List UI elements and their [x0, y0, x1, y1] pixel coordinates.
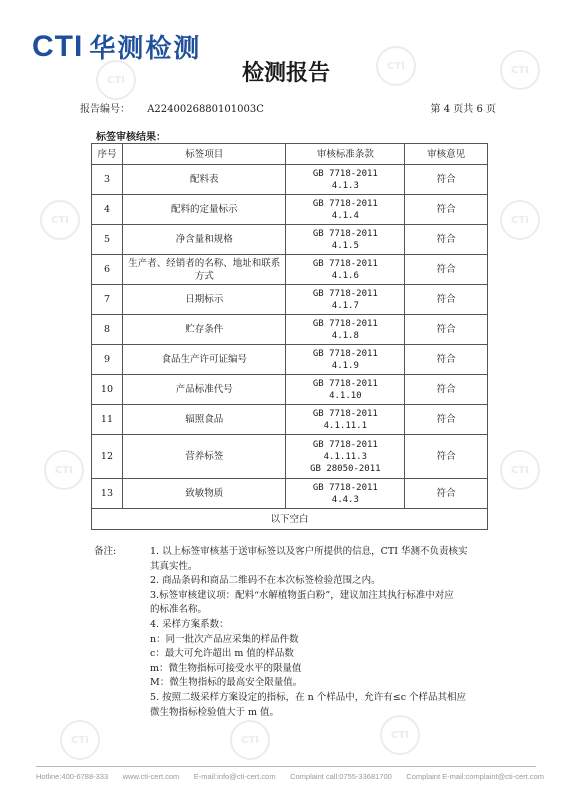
standard-line: 4.1.11.3 [323, 451, 367, 462]
table-row [92, 315, 488, 345]
cell-item: 产品标准代号 [122, 375, 286, 405]
blank-below-note: 以下空白 [92, 509, 488, 530]
standard-line: 4.1.9 [331, 360, 359, 371]
report-number-label: 报告编号： [80, 104, 130, 115]
standard-line: GB 7718-2011 [312, 258, 378, 269]
watermark-logo: CTI [500, 50, 540, 90]
cell-no: 7 [92, 285, 123, 315]
cell-opinion: 符合 [405, 225, 488, 255]
standard-line: 4.1.4 [331, 210, 359, 221]
footer-complaint-call: Complaint call:0755-33681700 [290, 772, 392, 781]
cell-item: 食品生产许可证编号 [122, 345, 286, 375]
footer-website[interactable]: www.cti-cert.com [122, 772, 180, 781]
standard-line: 4.1.5 [331, 240, 359, 251]
cell-no: 13 [92, 479, 123, 509]
table-row [92, 479, 488, 509]
table-row [92, 225, 488, 255]
standard-line: 4.1.6 [331, 270, 359, 281]
cell-item: 日期标示 [122, 285, 286, 315]
table-row [92, 345, 488, 375]
cell-opinion: 符合 [405, 479, 488, 509]
header-opinion: 审核意见 [405, 144, 488, 165]
header-item: 标签项目 [122, 144, 286, 165]
watermark-logo: CTI [44, 450, 84, 490]
cell-item: 营养标签 [122, 435, 286, 479]
standard-line: GB 7718-2011 [312, 228, 378, 239]
cell-opinion: 符合 [405, 345, 488, 375]
cell-opinion: 符合 [405, 255, 488, 285]
table-row [92, 255, 488, 285]
header-standard: 审核标准条款 [286, 144, 405, 165]
watermark-logo: CTI [500, 200, 540, 240]
remark-line: 2. 商品条码和商品二维码不在本次标签检验范围之内。 [150, 575, 381, 587]
cell-opinion: 符合 [405, 375, 488, 405]
cell-no: 4 [92, 195, 123, 225]
standard-line: GB 7718-2011 [312, 348, 378, 359]
standard-line: 4.1.11.1 [323, 420, 367, 431]
table-header-row [92, 144, 488, 165]
standard-line: GB 7718-2011 [312, 408, 378, 419]
cell-opinion: 符合 [405, 165, 488, 195]
standard-line: GB 7718-2011 [312, 439, 378, 450]
cell-standard [286, 195, 405, 225]
label-review-table [91, 143, 488, 530]
watermark-logo: CTI [380, 715, 420, 755]
table-row [92, 195, 488, 225]
cell-opinion: 符合 [405, 315, 488, 345]
standard-line: GB 7718-2011 [312, 378, 378, 389]
cell-no: 12 [92, 435, 123, 479]
report-number [80, 100, 264, 115]
cell-item: 贮存条件 [122, 315, 286, 345]
cell-opinion: 符合 [405, 285, 488, 315]
cell-item: 致敏物质 [122, 479, 286, 509]
standard-line: 4.1.8 [331, 330, 359, 341]
cell-standard [286, 315, 405, 345]
cell-no: 6 [92, 255, 123, 285]
cell-standard [286, 285, 405, 315]
table-footer-row [92, 509, 488, 530]
cell-standard [286, 479, 405, 509]
remark-line: 4. 采样方案系数： [150, 618, 229, 630]
table-row [92, 165, 488, 195]
footer-hotline: Hotline:400-6788-333 [36, 772, 109, 781]
cell-standard [286, 375, 405, 405]
standard-line: GB 7718-2011 [312, 168, 378, 179]
page-title: 检测报告 [241, 61, 330, 86]
cell-standard [286, 255, 405, 285]
cell-standard [286, 165, 405, 195]
table-row [92, 435, 488, 479]
standard-line: GB 7718-2011 [312, 482, 378, 493]
remark-line: m：微生物指标可接受水平的限量值 [150, 662, 302, 674]
footer-email[interactable]: E-mail:info@cti-cert.com [193, 772, 276, 781]
watermark-logo: CTI [60, 720, 100, 760]
standard-line: 4.1.10 [329, 390, 362, 401]
cell-no: 10 [92, 375, 123, 405]
footer-divider [36, 766, 536, 767]
watermark-logo: CTI [40, 200, 80, 240]
table-row [92, 375, 488, 405]
table-row [92, 405, 488, 435]
cell-no: 9 [92, 345, 123, 375]
watermark-logo: CTI [500, 450, 540, 490]
remark-line: 微生物指标检验值大于 m 值。 [150, 706, 280, 718]
page-indicator: 第 4 页共 6 页 [430, 104, 496, 115]
remark-line: n：同一批次产品应采集的样品件数 [150, 633, 299, 645]
watermark-logo: CTI [96, 60, 136, 100]
remark-line: 1. 以上标签审核基于送审标签以及客户所提供的信息，CTI 华测不负责核实 [150, 546, 468, 557]
cell-opinion: 符合 [405, 405, 488, 435]
cell-standard [286, 345, 405, 375]
standard-line: 4.1.7 [331, 300, 359, 311]
remarks-body [150, 545, 494, 720]
logo-cti-text: CTI [32, 29, 84, 63]
standard-line: GB 28050-2011 [310, 463, 381, 474]
remarks-section [94, 545, 494, 720]
cell-item: 辐照食品 [122, 405, 286, 435]
cell-standard [286, 225, 405, 255]
cell-no: 3 [92, 165, 123, 195]
cell-no: 8 [92, 315, 123, 345]
watermark-logo: CTI [230, 720, 270, 760]
standard-line: 4.1.3 [331, 180, 359, 191]
remark-line: M：微生物指标的最高安全限量值。 [150, 677, 303, 689]
remark-line: c：最大可允许超出 m 值的样品数 [150, 648, 294, 660]
remark-line: 5. 按照二级采样方案设定的指标，在 n 个样品中，允许有≤c 个样品其相应 [150, 691, 467, 703]
watermark-logo: CTI [376, 46, 416, 86]
cell-opinion: 符合 [405, 435, 488, 479]
standard-line: 4.4.3 [331, 494, 359, 505]
standard-line: GB 7718-2011 [312, 288, 378, 299]
standard-line: GB 7718-2011 [312, 318, 378, 329]
report-number-value: A2240026880101003C [147, 104, 264, 115]
remark-line: 的标准名称。 [150, 604, 208, 616]
remarks-label: 备注: [94, 546, 117, 557]
section-title: 标签审核结果： [96, 132, 166, 143]
footer-contact-bar [36, 772, 544, 781]
cell-item: 净含量和规格 [122, 225, 286, 255]
standard-line: GB 7718-2011 [312, 198, 378, 209]
cell-standard [286, 405, 405, 435]
cell-no: 11 [92, 405, 123, 435]
logo-chinese-text: 华测检测 [89, 34, 202, 64]
header-no: 序号 [92, 144, 123, 165]
cell-opinion: 符合 [405, 195, 488, 225]
seal-stamp [556, 350, 570, 460]
cell-item: 配料表 [122, 165, 286, 195]
remark-line: 其真实性。 [150, 560, 198, 572]
footer-complaint-email[interactable]: Complaint E-mail:complaint@cti-cert.com [406, 772, 544, 781]
cell-no: 5 [92, 225, 123, 255]
cell-item: 配料的定量标示 [122, 195, 286, 225]
table-row [92, 285, 488, 315]
cell-standard [286, 435, 405, 479]
cell-item: 生产者、经销者的名称、地址和联系方式 [122, 255, 286, 285]
remark-line: 3.标签审核建议项：配料“水解植物蛋白粉”，建议加注其执行标准中对应 [150, 589, 454, 601]
